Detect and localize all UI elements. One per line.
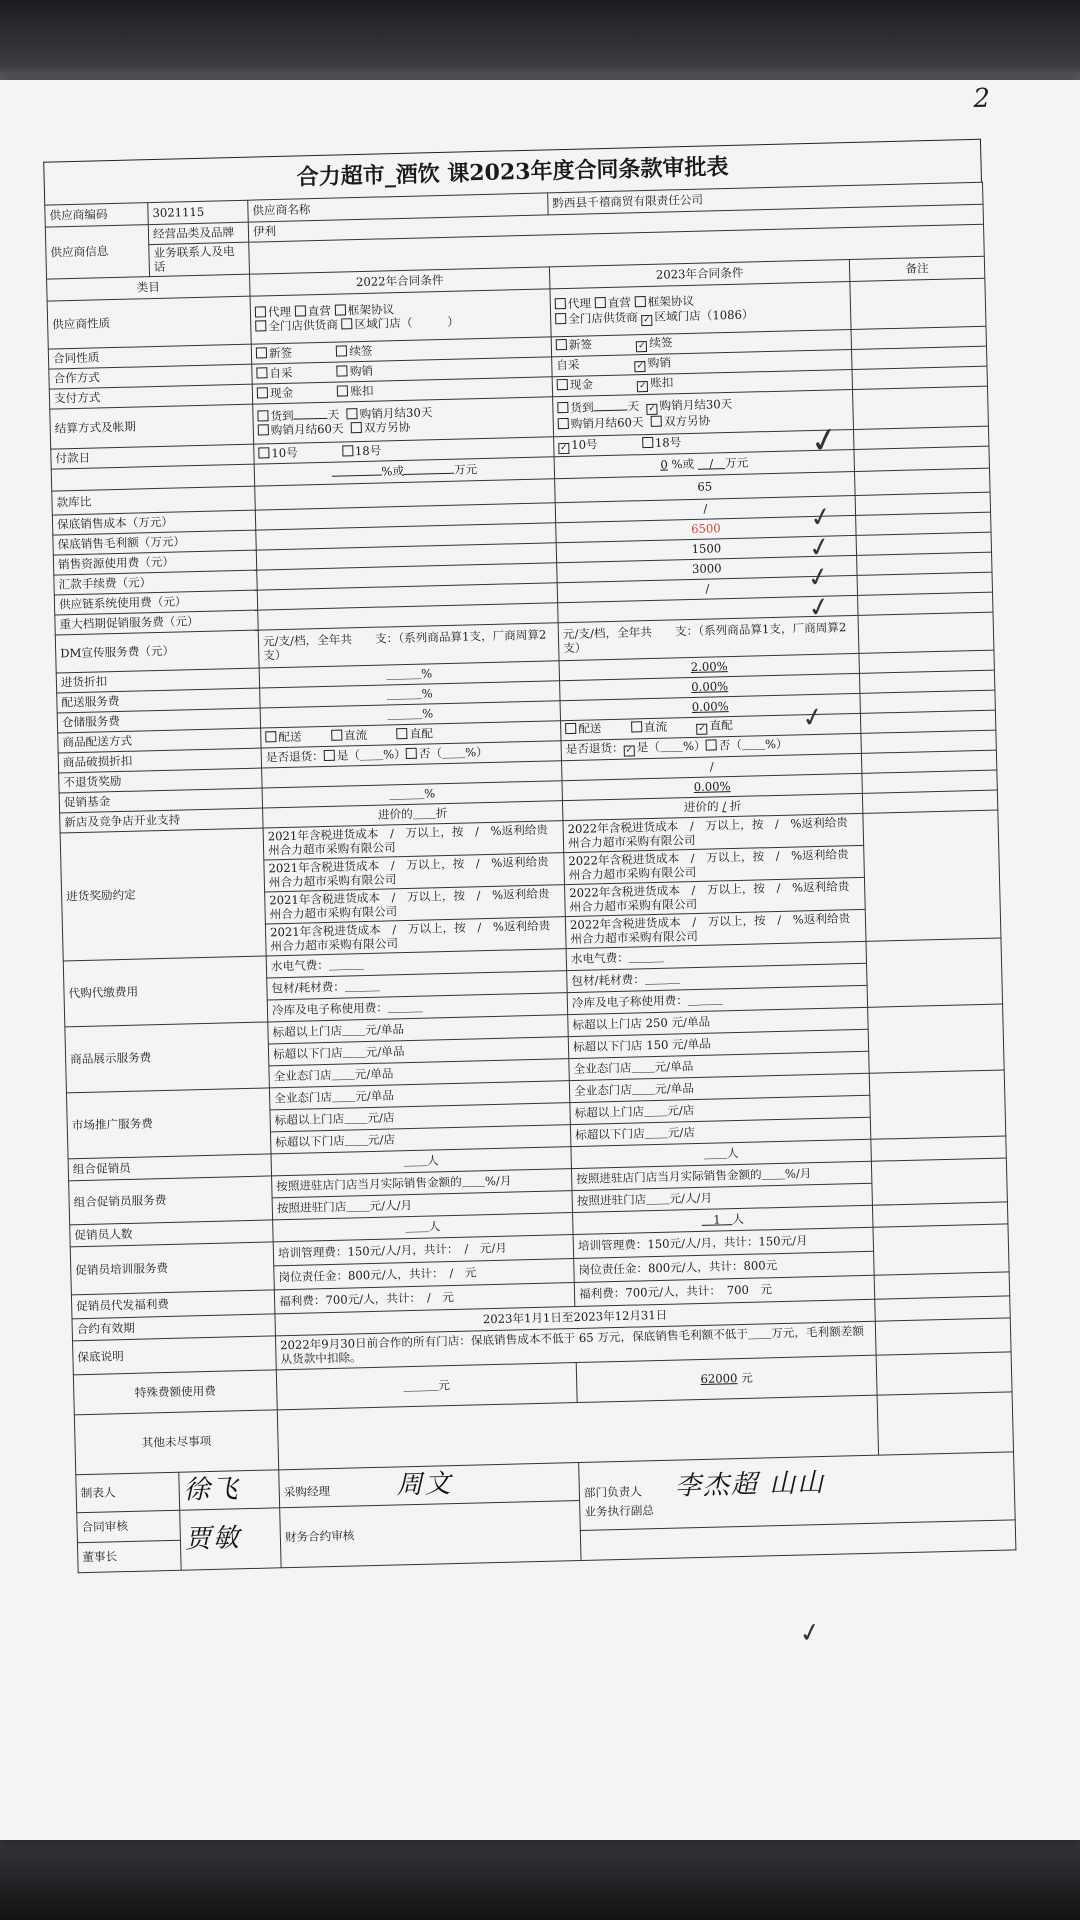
- row-label: 进货折扣: [56, 668, 259, 693]
- row-label: 合作方式: [49, 364, 252, 389]
- row-label: 不退货奖励: [59, 768, 262, 793]
- col-2023-header: 2023年合同条件: [549, 259, 849, 288]
- guarantee-text: 2022年9月30日前合作的所有门店：保底销售成本不低于 65 万元，保底销售毛利额不低于＿＿万元，毛利额差额从货款中扣除。: [275, 1321, 876, 1370]
- purchase-mgr-label: 采购经理 周文: [279, 1462, 580, 1507]
- supplier-name-label: 供应商名称: [248, 193, 548, 222]
- check-mark-icon: ✓: [804, 561, 833, 595]
- row-label: 促销基金: [59, 788, 262, 813]
- supplier-code: 3021115: [148, 200, 249, 224]
- row-label: 保底销售毛利额（万元）: [53, 530, 256, 555]
- row-label: 进货奖励约定: [60, 828, 266, 961]
- contact-label: 业务联系人及电话: [149, 242, 250, 276]
- check-mark-icon: ✓: [805, 591, 833, 625]
- row-label: 代购代缴费用: [63, 956, 268, 1027]
- row-label: 配送服务费: [57, 688, 260, 713]
- brand-label: 经营品类及品牌: [148, 222, 248, 244]
- row-label: DM宣传服务费（元）: [55, 630, 259, 673]
- row-label: 新店及竞争店开业支持: [60, 808, 263, 833]
- remark-header: 备注: [849, 256, 985, 281]
- row-label: 商品配送方式: [58, 728, 261, 753]
- supplier-info-label: 供应商信息: [45, 225, 149, 279]
- row-label: 促销员培训服务费: [70, 1242, 274, 1295]
- row-label: 保底销售成本（万元）: [52, 510, 255, 535]
- row-label: 仓储服务费: [57, 708, 260, 733]
- review-signature: 贾敏: [180, 1508, 281, 1570]
- check-mark-icon: ✓: [807, 500, 835, 535]
- dept-head-signature: 李杰超 山山: [674, 1467, 826, 1502]
- check-mark-icon: ✓: [806, 418, 843, 464]
- row-label: 销售资源使用费（元）: [53, 550, 256, 575]
- check-mark-icon: ✓: [796, 1616, 824, 1651]
- nature-2022: 代理 直营 框架协议 全门店供货商 区域门店（ ）: [250, 289, 551, 344]
- supplier-code-label: 供应商编码: [45, 203, 149, 228]
- check-mark-icon: ✓: [806, 530, 834, 565]
- row-label: 保底说明: [73, 1336, 277, 1375]
- paper-sheet: [0, 80, 1080, 1840]
- maker-label: 制表人: [76, 1472, 180, 1513]
- row-label: 供应商性质: [47, 296, 251, 349]
- row-label: 其他未尽事项: [74, 1410, 278, 1475]
- row-label: 供应链系统使用费（元）: [54, 590, 257, 615]
- row-label: 市场推广服务费: [66, 1088, 271, 1159]
- row-label: 组合促销员: [68, 1154, 271, 1181]
- chairman-label: 董事长: [77, 1540, 181, 1573]
- row-label: 商品展示服务费: [65, 1022, 270, 1093]
- contract-table: 供应商编码 3021115 供应商名称 黔西县千禧商贸有限责任公司 供应商信息 经营品类及品牌 伊利 业务联系人及电话 类目 2022年合同条件 2023年合同条件 备注 供应商性质 代理 直营 框架协议 全门店供货商 区域门店（ ） 代理 直营 框架协议 全门店供货商 ✓ 区域门店（1086） 合同性质 新签 续签 新签 ✓ 续签 合作方式 自采 购销 自采 ✓ 购销 支付方式 现金 账扣 现金 ✓ 账扣 结算方式及帐期 货到 天 购销月结30天 购销月结60天 双方另协 货到 天 ✓ 购销月结30天 购销月结60天 双方另协 付款日 10号 18号 ✓ 10号 18号 %或 万元 0 %或 / 万元 款库比 65 保底销售成本（万元） / 保底销售毛利额（万元） 6500 销售资源使用费（元） 1500 汇款手续费（元） 3000 供应链系统使用费（元） / 重大档期促销服务费（元） DM宣传服务费（元） 元/支/档，全年共 支：（系列商品算1支，厂商周算2支） 元/支/档，全年共 支：（系列商品算1支，厂商周算2支） 进货折扣 ＿＿＿% 2.00% 配送服务费 ＿＿＿% 0.00% 仓储服务费 ＿＿＿% 0.00% 商品配送方式 配送 直流 直配 配送 直流 ✓ 直配 商品破损折扣 是否退货： 是（＿＿%） 否（＿＿%） 是否退货：✓ 是（＿＿%） 否（＿＿%） 不退货奖励 / 促销基金 ＿＿＿% 0.00% 新店及竞争店开业支持 进价的＿＿折 进价的 / 折 进货奖励约定 2021年含税进货成本 / 万以上，按 / %返利给贵州合力超市采购有限公司 2022年含税进货成本 / 万以上，按 / %返利给贵州合力超市采购有限公司 2021年含税进货成本 / 万以上，按 / %返利给贵州合力超市采购有限公司 2022年含税进货成本 / 万以上，按 / %返利给贵州合力超市采购有限公司 2021年含税进货成本 / 万以上，按 / %返利给贵州合力超市采购有限公司 2022年含税进货成本 / 万以上，按 / %返利给贵州合力超市采购有限公司 2021年含税进货成本 / 万以上，按 / %返利给贵州合力超市采购有限公司 2022年含税进货成本 / 万以上，按 / %返利给贵州合力超市采购有限公司 代购代缴费用 水电气费：＿＿＿ 水电气费：＿＿＿ 包材/耗材费：＿＿＿ 包材/耗材费：＿＿＿ 冷库及电子称使用费：＿＿＿ 冷库及电子称使用费：＿＿＿ 商品展示服务费 标超以上门店＿＿元/单品 标超以上门店 250 元/单品 标超以下门店＿＿元/单品 标超以下门店 150 元/单品 全业态门店＿＿元/单品 全业态门店＿＿元/单品 市场推广服务费 全业态门店＿＿元/单品 全业态门店＿＿元/单品 标超以上门店＿＿元/店 标超以上门店＿＿元/店 标超以下门店＿＿元/店 标超以下门店＿＿元/店 组合促销员 ＿＿人 ＿＿人 组合促销员服务费 按照进驻店门店当月实际销售金额的＿＿%/月 按照进驻店门店当月实际销售金额的＿＿%/月 按照进驻门店＿＿元/人/月 按照进驻门店＿＿元/人/月 促销员人数 ＿＿人 1 人 促销员培训服务费 培训管理费：150元/人/月，共计： / 元/月 培训管理费：150元/人/月，共计：150元/月 岗位责任金：800元/人，共计： / 元 岗位责任金：800元/人，共计：800元 促销员代发福利费 福利费：700元/人，共计： / 元 福利费：700元/人，共计： 700 元 合约有效期 2023年1月1日至2023年12月31日 保底说明 2022年9月30日前合作的所有门店：保底销售成本不低于 65 万元，保底销售毛利额不低于＿＿万元，毛利额差额从货款中扣除。 特殊费额使用费 ＿＿＿元 62000 元 其他未尽事项 制表人 徐飞 采购经理 周文 部门负责人 李杰超 山山 业务执行副总 合同审核 贾敏 财务合约审核 董事长: [44, 182, 1016, 1573]
- approval-form: [43, 83, 1019, 1711]
- check-mark-icon: ✓: [799, 701, 827, 735]
- category-label: 类目: [47, 274, 250, 301]
- row-label: 促销员人数: [70, 1220, 273, 1247]
- row-label: 重大档期促销服务费（元）: [55, 610, 258, 635]
- dept-head-cell: 部门负责人 李杰超 山山 业务执行副总: [579, 1452, 1016, 1531]
- form-title: 合力超市_酒饮 课2023年度合同条款审批表: [43, 139, 982, 205]
- finance-label: 财务合约审核: [280, 1500, 581, 1567]
- row-label: 款库比: [52, 486, 256, 515]
- row-label: 商品破损折扣: [58, 748, 261, 773]
- row-label: 支付方式: [49, 384, 252, 409]
- validity-period: 2023年1月1日至2023年12月31日: [275, 1299, 875, 1336]
- purchase-mgr-signature: 周文: [396, 1469, 453, 1501]
- row-label: 组合促销员服务费: [69, 1176, 273, 1225]
- review-label: 合同审核: [77, 1510, 181, 1543]
- row-label: 汇款手续费（元）: [54, 570, 257, 595]
- row-label: 促销员代发福利费: [71, 1290, 275, 1319]
- supplier-name: 黔西县千禧商贸有限责任公司: [548, 182, 983, 215]
- row-label: 合约有效期: [72, 1314, 275, 1341]
- col-2022-header: 2022年合同条件: [250, 267, 550, 296]
- page-number: 2: [973, 83, 991, 114]
- nature-2023: 代理 直营 框架协议 全门店供货商 ✓ 区域门店（1086）: [550, 281, 851, 336]
- row-label: 结算方式及帐期: [50, 404, 254, 449]
- maker-signature: 徐飞: [179, 1470, 280, 1510]
- row-label: 付款日: [51, 444, 254, 469]
- row-label: 合同性质: [48, 344, 251, 369]
- brand-value: 伊利: [248, 204, 983, 242]
- row-label: 特殊费额使用费: [73, 1370, 277, 1415]
